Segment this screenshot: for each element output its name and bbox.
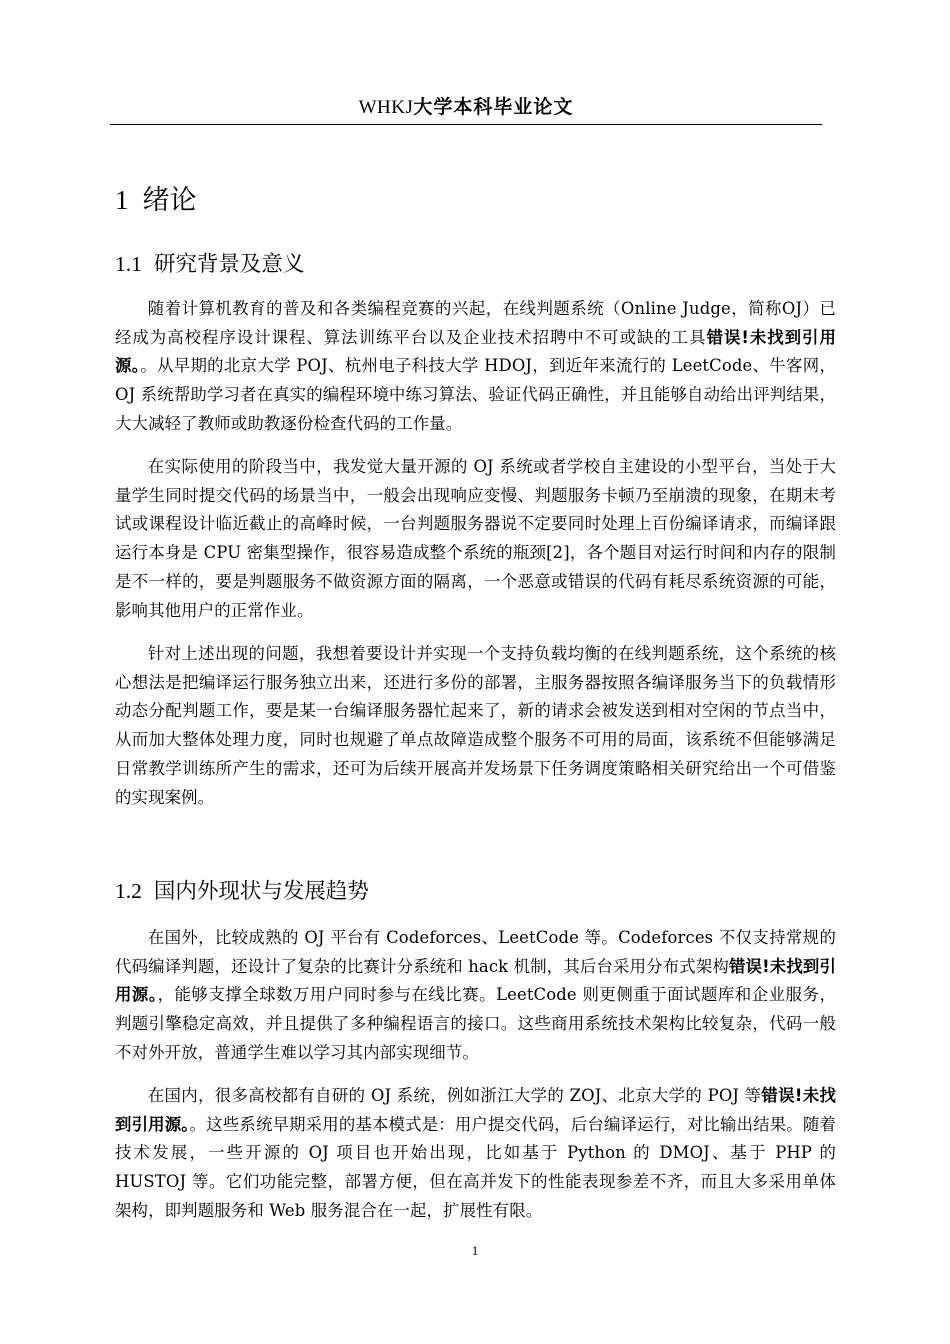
running-header <box>110 90 822 125</box>
chapter-number: 1 <box>115 185 129 215</box>
paragraph-text: 针对上述出现的问题，我想着要设计并实现一个支持负载均衡的在线判题系统，这个系统的核心想法是把编译运行服务独立出来，还进行多份的部署，主服务器按照各编译服务当下的负载情形动态分配判题工作，要是某一台编译服务器忙起来了，新的请求会被发送到相对空闲的节点当中，从而加大整体处理力度，同时也规避了单点故障造成整个服务不可用的局面，该系统不但能够满足日常教学训练所产生的需求，还可为后续开展高并发场景下任务调度策略相关研究给出一个可借鉴的实现案例。 <box>115 644 836 807</box>
chapter-title: 绪论 <box>142 185 197 216</box>
paragraph-1-2-2 <box>115 1082 836 1226</box>
citation-error: 错误!未找到引用源。 <box>115 327 836 376</box>
paragraph-text: 在国内，很多高校都有自研的 OJ 系统，例如浙江大学的 ZOJ、北京大学的 POJ 等 <box>147 1086 762 1105</box>
paragraph-text: 在实际使用的阶段当中，我发觉大量开源的 OJ 系统或者学校自主建设的小型平台，当处于大量学生同时提交代码的场景当中，一般会出现响应变慢、判题服务卡顿乃至崩溃的现象，在期末考试或课程设计临近截止的高峰时候，一台判题服务器说不定要同时处理上百份编译请求，而编译跟运行本身是 CPU 密集型操作，很容易造成整个系统的瓶颈[2]，各个题目对运行时间和内存的限制是不一样的，要是判题服务不做资源方面的隔离，一个恶意或错误的代码有耗尽系统资源的可能，影响其他用户的正常作业。 <box>115 457 836 620</box>
header-right: 大学本科毕业论文 <box>413 96 574 118</box>
paragraph-1-2-1 <box>115 924 836 1068</box>
paragraph-1-1-1 <box>115 295 836 439</box>
section-heading-1-2 <box>115 876 369 907</box>
section-title: 研究背景及意义 <box>153 252 305 277</box>
paragraph-1-1-2 <box>115 453 836 625</box>
paragraph-text: 。这些系统早期采用的基本模式是：用户提交代码，后台编译运行，对比输出结果。随着技术发展，一些开源的 OJ 项目也开始出现，比如基于 Python 的 DMOJ、基于 PHP 的 HUSTOJ 等。它们功能完整，部署方便，但在高并发下的性能表现参差不齐，而且大多采用单体架构，即判题服务和 Web 服务混合在一起，扩展性有限。 <box>115 1114 836 1220</box>
citation-error: 错误!未找到引用源。 <box>115 1086 836 1134</box>
section-title: 国内外现状与发展趋势 <box>153 879 369 904</box>
chapter-heading <box>115 182 197 219</box>
section-number: 1.1 <box>115 252 142 276</box>
page-number: 1 <box>471 1243 479 1258</box>
section-heading-1-1 <box>115 249 304 280</box>
paragraph-text: 。从早期的北京大学 POJ、杭州电子科技大学 HDOJ，到近年来流行的 LeetCode、牛客网，OJ 系统帮助学习者在真实的编程环境中练习算法、验证代码正确性，并且能够自动给出评判结果，大大减轻了教师或助教逐份检查代码的工作量。 <box>115 356 836 433</box>
section-number: 1.2 <box>115 879 142 903</box>
paragraph-text: 在国外，比较成熟的 OJ 平台有 Codeforces、LeetCode 等。Codeforces 不仅支持常规的代码编译判题，还设计了复杂的比赛计分系统和 hack 机制，其后台采用分布式架构 <box>115 928 836 976</box>
citation-error: 错误!未找到引用源。 <box>115 956 836 1005</box>
paragraph-text: ，能够支撑全球数万用户同时参与在线比赛。LeetCode 则更侧重于面试题库和企业服务，判题引擎稳定高效，并且提供了多种编程语言的接口。这些商用系统技术架构比较复杂，代码一般不对外开放，普通学生难以学习其内部实现细节。 <box>115 985 837 1062</box>
paragraph-text: 随着计算机教育的普及和各类编程竞赛的兴起，在线判题系统（Online Judge，简称OJ）已经成为高校程序设计课程、算法训练平台以及企业技术招聘中不可或缺的工具 <box>115 299 836 347</box>
paragraph-1-1-3 <box>115 640 836 812</box>
header-left: WHKJ <box>358 97 414 118</box>
